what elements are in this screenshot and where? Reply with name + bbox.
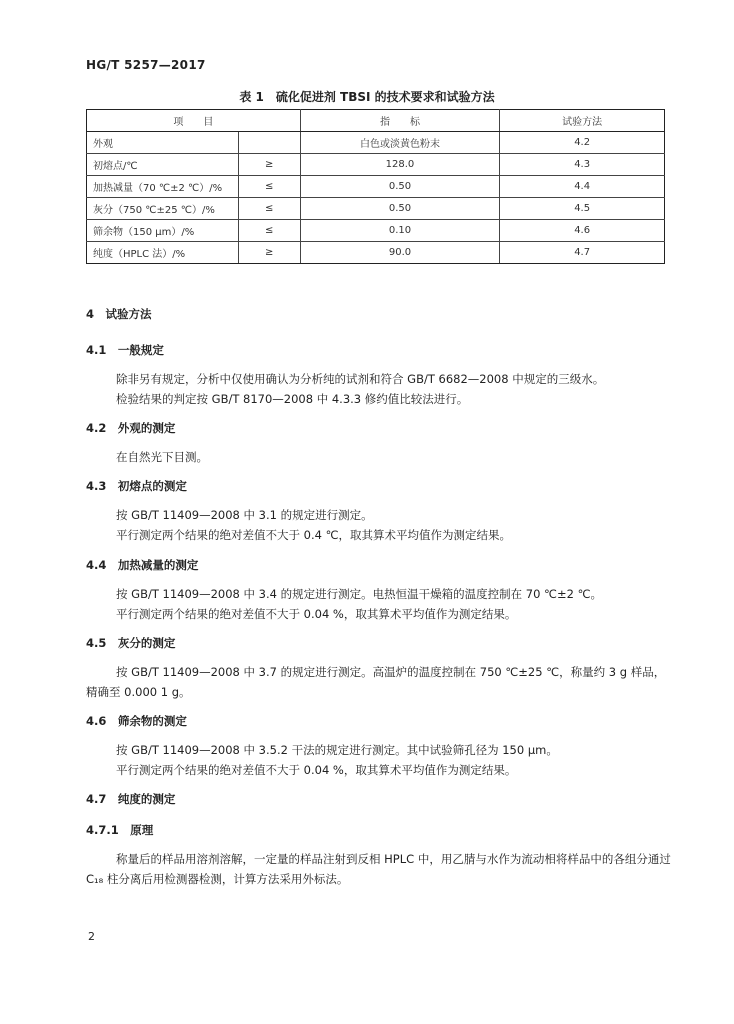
table-row <box>87 154 665 176</box>
section-4-4-para-1: 按 GB/T 11409—2008 中 3.4 的规定进行测定。电热恒温干燥箱的温度控制在 70 ℃±2 ℃。 <box>116 587 602 601</box>
section-4-3-heading: 4.3 初熔点的测定 <box>86 479 187 493</box>
page-number: 2 <box>88 930 95 943</box>
section-4-3-para-2: 平行测定两个结果的绝对差值不大于 0.4 ℃，取其算术平均值作为测定结果。 <box>116 528 512 542</box>
section-4-4-heading: 4.4 加热减量的测定 <box>86 558 199 572</box>
section-4-6-heading: 4.6 筛余物的测定 <box>86 714 187 728</box>
header-method: 试验方法 <box>500 110 665 132</box>
table-row <box>87 242 665 264</box>
row-op: ≤ <box>238 176 300 198</box>
spec-table <box>86 109 665 264</box>
row-method: 4.2 <box>500 132 665 154</box>
section-4-3-para-1: 按 GB/T 11409—2008 中 3.1 的规定进行测定。 <box>116 508 373 522</box>
row-item: 加热减量（70 ℃±2 ℃）/% <box>87 176 239 198</box>
table-caption: 表 1 硫化促进剂 TBSI 的技术要求和试验方法 <box>239 90 495 104</box>
table-row <box>87 176 665 198</box>
document-code: HG/T 5257—2017 <box>86 58 206 72</box>
row-item: 筛余物（150 μm）/% <box>87 220 239 242</box>
section-4-1-para-2: 检验结果的判定按 GB/T 8170—2008 中 4.3.3 修约值比较法进行。 <box>116 392 469 406</box>
row-item: 灰分（750 ℃±25 ℃）/% <box>87 198 239 220</box>
row-method: 4.7 <box>500 242 665 264</box>
section-4-5-heading: 4.5 灰分的测定 <box>86 636 176 650</box>
row-item: 纯度（HPLC 法）/% <box>87 242 239 264</box>
section-4-7-heading: 4.7 纯度的测定 <box>86 792 176 806</box>
row-op: ≤ <box>238 220 300 242</box>
section-4-7-1-heading: 4.7.1 原理 <box>86 823 154 837</box>
section-4-2-para-1: 在自然光下目测。 <box>116 450 208 464</box>
row-value: 0.50 <box>300 176 500 198</box>
row-value: 0.10 <box>300 220 500 242</box>
section-4-4-para-2: 平行测定两个结果的绝对差值不大于 0.04 %，取其算术平均值作为测定结果。 <box>116 607 517 621</box>
row-method: 4.4 <box>500 176 665 198</box>
header-index: 指 标 <box>300 110 500 132</box>
section-4-7-1-para-1: 称量后的样品用溶剂溶解，一定量的样品注射到反相 HPLC 中，用乙腈与水作为流动相将样品中的各组分通过 C₁₈ 柱分离后用检测器检测，计算方法采用外标法。 <box>86 852 671 886</box>
row-op: ≥ <box>238 154 300 176</box>
row-value: 0.50 <box>300 198 500 220</box>
row-method: 4.3 <box>500 154 665 176</box>
row-value: 白色或淡黄色粉末 <box>300 132 500 154</box>
section-4-1-heading: 4.1 一般规定 <box>86 343 164 357</box>
row-item: 初熔点/℃ <box>87 154 239 176</box>
table-row <box>87 198 665 220</box>
table-header-row <box>87 110 665 132</box>
row-op: ≥ <box>238 242 300 264</box>
row-item: 外观 <box>87 132 239 154</box>
table-row <box>87 220 665 242</box>
section-4-1-para-1: 除非另有规定，分析中仅使用确认为分析纯的试剂和符合 GB/T 6682—2008 中规定的三级水。 <box>116 372 605 386</box>
section-4-6-para-1: 按 GB/T 11409—2008 中 3.5.2 干法的规定进行测定。其中试验筛孔径为 150 μm。 <box>116 743 558 757</box>
row-op <box>238 132 300 154</box>
section-4-2-heading: 4.2 外观的测定 <box>86 421 176 435</box>
section-4-heading: 4 试验方法 <box>86 307 152 321</box>
row-method: 4.5 <box>500 198 665 220</box>
table-row <box>87 132 665 154</box>
section-4-6-para-2: 平行测定两个结果的绝对差值不大于 0.04 %，取其算术平均值作为测定结果。 <box>116 763 517 777</box>
row-value: 90.0 <box>300 242 500 264</box>
section-4-5-para-1: 按 GB/T 11409—2008 中 3.7 的规定进行测定。高温炉的温度控制在 750 ℃±25 ℃，称量约 3 g 样品，精确至 0.000 1 g。 <box>86 665 666 699</box>
row-value: 128.0 <box>300 154 500 176</box>
row-method: 4.6 <box>500 220 665 242</box>
header-item: 项 目 <box>87 110 301 132</box>
row-op: ≤ <box>238 198 300 220</box>
